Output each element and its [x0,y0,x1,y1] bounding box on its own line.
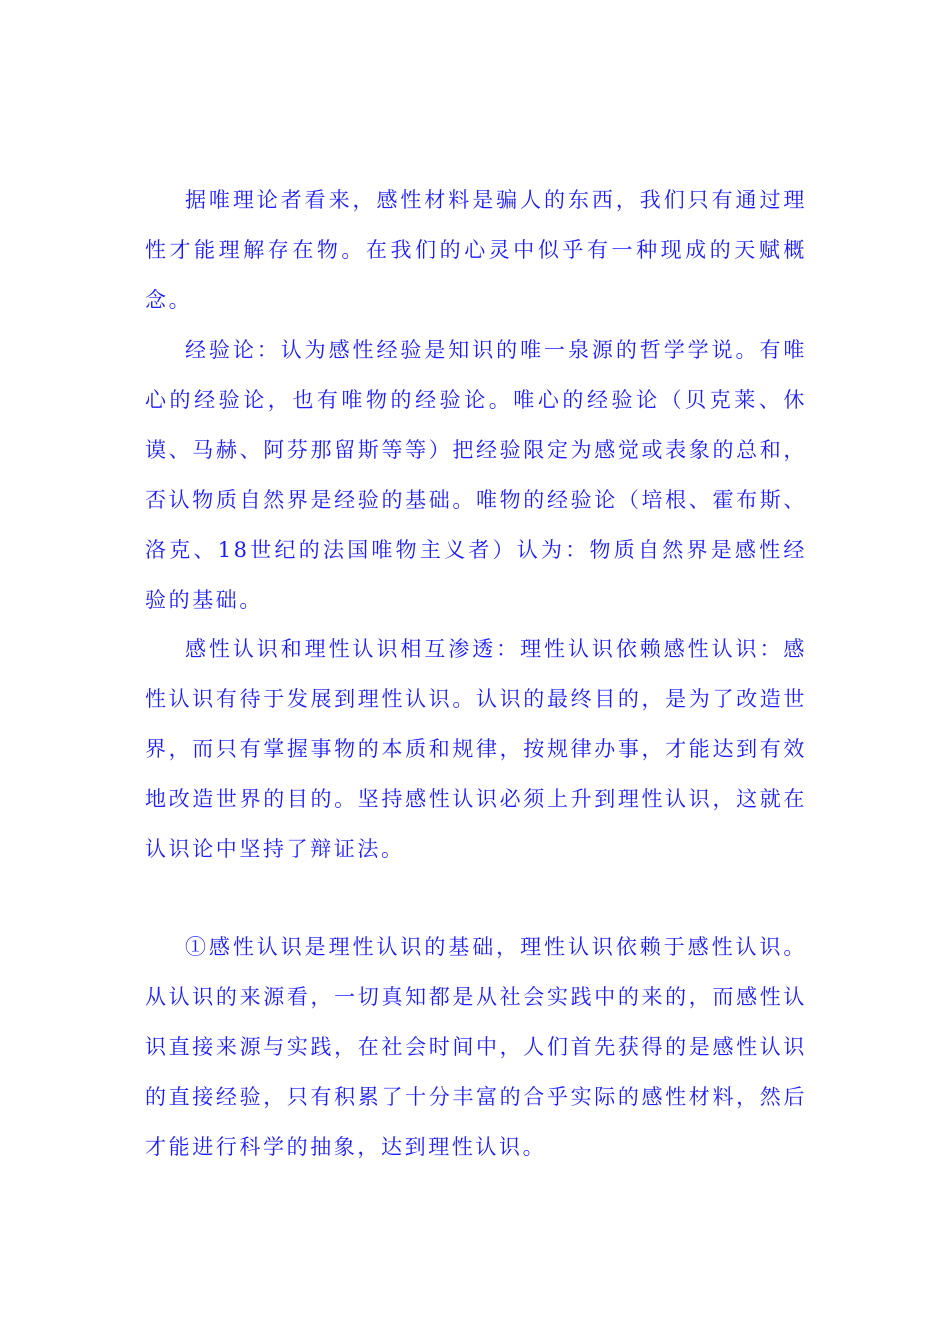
paragraph-empiricism: 经验论：认为感性经验是知识的唯一泉源的哲学学说。有唯心的经验论，也有唯物的经验论。唯心的经验论（贝克莱、休谟、马赫、阿芬那留斯等等）把经验限定为感觉或表象的总和，否认物质自然界是经验的基础。唯物的经验论（培根、霍布斯、洛克、18世纪的法国唯物主义者）认为：物质自然界是感性经验的基础。 [145,338,807,612]
paragraph-foundation: ①感性认识是理性认识的基础，理性认识依赖于感性认识。从认识的来源看，一切真知都是从社会实践中的来的，而感性认识直接来源与实践，在社会时间中，人们首先获得的是感性认识的直接经验，只有积累了十分丰富的合乎实际的感性材料，然后才能进行科学的抽象，达到理性认识。 [145,935,807,1159]
paragraph-interpenetration: 感性认识和理性认识相互渗透：理性认识依赖感性认识：感性认识有待于发展到理性认识。认识的最终目的，是为了改造世界，而只有掌握事物的本质和规律，按规律办事，才能达到有效地改造世界的目的。坚持感性认识必须上升到理性认识，这就在认识论中坚持了辩证法。 [145,637,807,861]
paragraph-rationalism: 据唯理论者看来，感性材料是骗人的东西，我们只有通过理性才能理解存在物。在我们的心灵中似乎有一种现成的天赋概念。 [145,188,807,312]
